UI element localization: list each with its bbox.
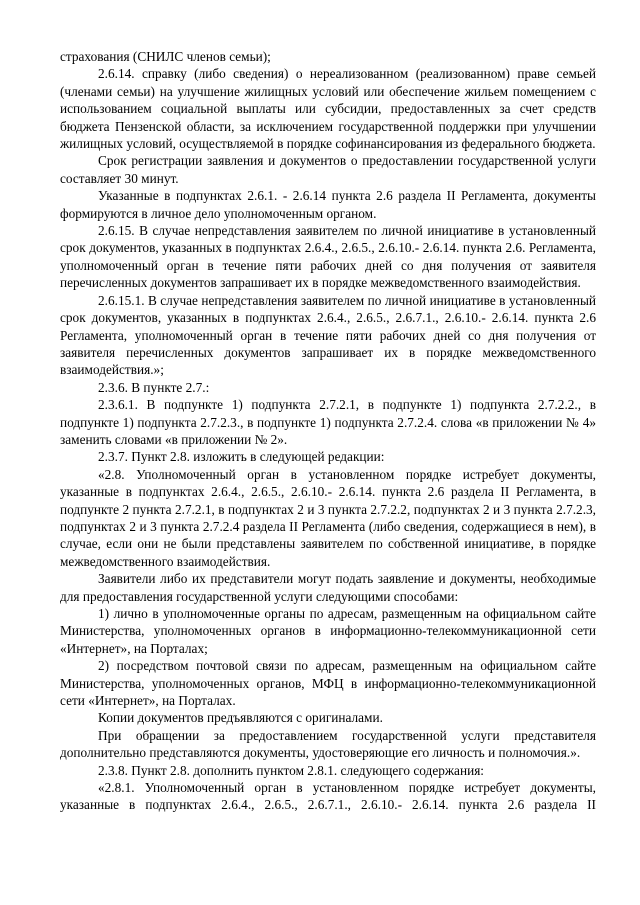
paragraph-10: «2.8. Уполномоченный орган в установленном порядке истребует документы, указанные в подпунктах 2.6.4., 2.6.5., 2.6.10.- 2.6.14. пункта 2.6 раздела II Регламента, в подпункте 2 пункта 2.7.2.1, в подпунктах 2 и 3 пункта 2.7.2.2, подпунктах 2 и 3 пункта 2.7.2.3, подпунктах 2 и 3 пункта 2.7.2.4 раздела II Регламента (либо сведения, содержащиеся в нем), в случае, если они не были представлены заявителем по собственной инициативе, в порядке межведомственного взаимодействия. xyxy=(60,466,596,569)
paragraph-13: 2) посредством почтовой связи по адресам, размещенным на официальном сайте Министерства, уполномоченных органов, МФЦ в информационно-телекоммуникационной сети «Интернет», на Порталах. xyxy=(60,658,596,709)
paragraph-2: 2.6.14. справку (либо сведения) о нереализованном (реализованном) праве семьей (членами семьи) на улучшение жилищных условий или обеспечение жильем помещением с использованием социальной выплаты или субсидии, предоставленных за счет средств бюджета Пензенской области, за исключением государственной поддержки при улучшении жилищных условий, осуществляемой в порядке софинансирования из федерального бюджета. xyxy=(60,66,596,152)
paragraph-3: Срок регистрации заявления и документов о предоставлении государственной услуги составляет 30 минут. xyxy=(60,153,596,186)
paragraph-7: 2.3.6. В пункте 2.7.: xyxy=(98,379,210,395)
paragraph-12: 1) лично в уполномоченные органы по адресам, размещенным на официальном сайте Министерства, уполномоченных органов в информационно-телекоммуникационной сети «Интернет», на Порталах; xyxy=(60,606,596,656)
paragraph-16: 2.3.8. Пункт 2.8. дополнить пунктом 2.8.1. следующего содержания: xyxy=(98,762,485,778)
paragraph-5: 2.6.15. В случае непредставления заявителем по личной инициативе в установленный срок документов, указанных в подпунктах 2.6.4., 2.6.5., 2.6.10.- 2.6.14. пункта 2.6. Регламента, уполномоченный орган в течение пяти рабочих дней со дня получения от заявителя перечисленных документов запрашивает их в порядке межведомственного взаимодействия. xyxy=(60,223,596,291)
paragraph-4: Указанные в подпунктах 2.6.1. - 2.6.14 пункта 2.6 раздела II Регламента, документы формируются в личное дело уполномоченным органом. xyxy=(60,188,596,221)
paragraph-14: Копии документов предъявляются с оригиналами. xyxy=(98,710,383,726)
paragraph-6: 2.6.15.1. В случае непредставления заявителем по личной инициативе в установленный срок документов, указанных в подпунктах 2.6.4., 2.6.5., 2.6.7.1., 2.6.10.- 2.6.14. пункта 2.6 Регламента, уполномоченный орган в течение пяти рабочих дней со дня получения от заявителя перечисленных документов запрашивает их в порядке межведомственного взаимодействия.»; xyxy=(60,292,596,378)
paragraph-11: Заявители либо их представители могут подать заявление и документы, необходимые для предоставления государственной услуги следующими способами: xyxy=(60,571,596,604)
paragraph-8: 2.3.6.1. В подпункте 1) подпункта 2.7.2.1, в подпункте 1) подпункта 2.7.2.2., в подпункте 1) подпункта 2.7.2.3., в подпункте 1) подпункта 2.7.2.4. слова «в приложении № 4» заменить словами «в приложении № 2». xyxy=(60,397,596,447)
paragraph-17: «2.8.1. Уполномоченный орган в установленном порядке истребует документы, указанные в подпунктах 2.6.4., 2.6.5., 2.6.7.1., 2.6.10.- 2.6.14. пункта 2.6 раздела II xyxy=(60,780,596,813)
paragraph-15: При обращении за предоставлением государственной услуги представителя дополнительно представляются документы, удостоверяющие его личность и полномочия.». xyxy=(60,727,596,761)
paragraph-9: 2.3.7. Пункт 2.8. изложить в следующей редакции: xyxy=(98,449,385,465)
paragraph-1: страхования (СНИЛС членов семьи); xyxy=(60,49,271,64)
